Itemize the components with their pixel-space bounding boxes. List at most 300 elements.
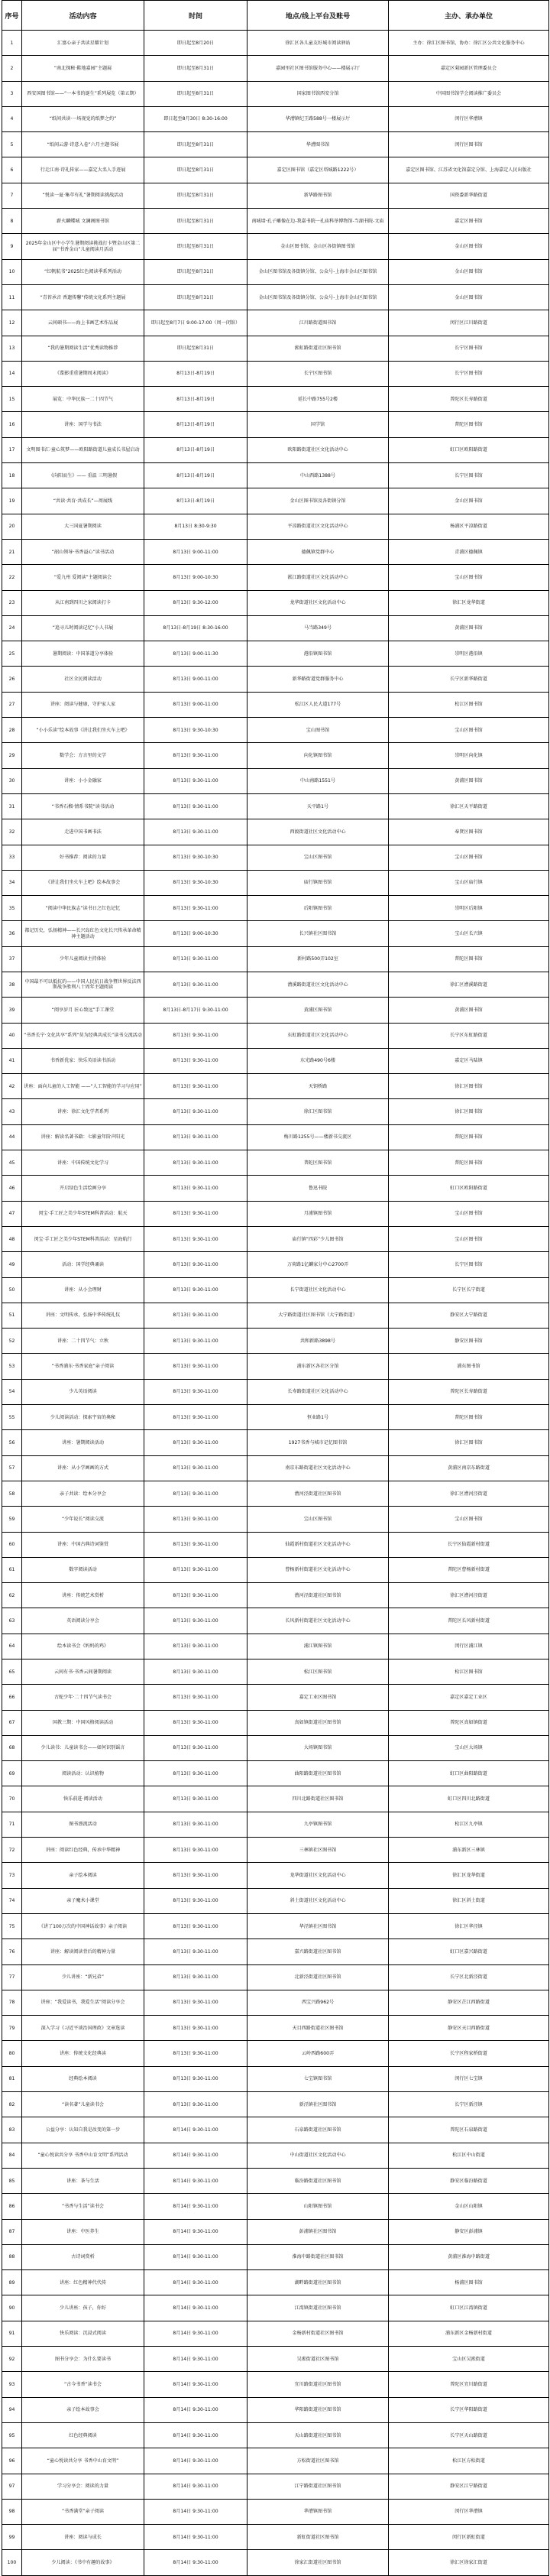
- cell-time: 8月13日 9:30-11:00: [144, 1812, 247, 1837]
- cell-index: 79: [2, 2016, 22, 2041]
- cell-organizer: 闵行区浦江镇: [389, 1634, 549, 1659]
- table-row: [2, 2219, 549, 2244]
- table-row: [2, 1329, 549, 1354]
- cell-organizer: 宝山区图书馆: [389, 1201, 549, 1226]
- cell-organizer: 普陀区图书馆: [389, 1405, 549, 1430]
- cell-organizer: 宝山区图书馆: [389, 845, 549, 870]
- cell-location: 国学馆: [247, 412, 389, 437]
- cell-location: 南城墙·孔子雕像在边-我嘉书院一孔庙科举博物馆-当湖书院-文庙: [247, 209, 389, 234]
- cell-activity: 亲子魔术小课堂: [22, 1888, 144, 1913]
- table-row: [2, 106, 549, 131]
- cell-index: 53: [2, 1354, 22, 1379]
- table-row: [2, 2422, 549, 2448]
- table-row: [2, 845, 549, 870]
- cell-activity: 数学会：方言里的文学: [22, 743, 144, 768]
- cell-activity: 讲座：“我爱读书，我爱生活”阅读分享会: [22, 1990, 144, 2015]
- table-row: [2, 336, 549, 361]
- cell-location: 漕河泾街道社区图书馆: [247, 1583, 389, 1608]
- cell-index: 16: [2, 412, 22, 437]
- cell-location: 湖畔路街道社区图书馆: [247, 2270, 389, 2295]
- cell-activity: 讲座：解读阅读背后的精神力量: [22, 1939, 144, 1964]
- cell-location: 宜川路街道社区图书馆: [247, 2372, 389, 2397]
- cell-index: 18: [2, 463, 22, 488]
- cell-organizer: 宝山区图书馆: [389, 1507, 549, 1532]
- table-row: [2, 412, 549, 437]
- cell-activity: 讲座：传统文化经典读: [22, 2041, 144, 2066]
- cell-organizer: 长宁区图书馆: [389, 336, 549, 361]
- cell-activity: 都记历史，弘扬精神——长兴岛红色文化长兴传承革命精神主题活动: [22, 921, 144, 946]
- table-row: [2, 921, 549, 946]
- cell-location: 东虹路街道社区文化活动中心: [247, 1023, 389, 1048]
- cell-location: 北新泾街道社区图书馆: [247, 1964, 389, 1990]
- cell-time: 即日起至8月31日: [144, 157, 247, 183]
- table-row: [2, 1913, 549, 1938]
- cell-location: 西宝兴路962号: [247, 1990, 389, 2015]
- cell-activity: 《谍影重重暑期周末阅读》: [22, 361, 144, 386]
- cell-activity: 古诗词赏析: [22, 2244, 144, 2269]
- cell-activity: “童心悦读共分享 书香中山育文明”: [22, 2448, 144, 2474]
- cell-time: 8月13日-8月19日 8:30-16:00: [144, 615, 247, 641]
- cell-location: 1927书香与城市记忆图书馆: [247, 1430, 389, 1455]
- cell-index: 57: [2, 1455, 22, 1481]
- cell-index: 26: [2, 667, 22, 692]
- cell-activity: “少年说长”阅读交流: [22, 1507, 144, 1532]
- table-row: [2, 1379, 549, 1404]
- cell-activity: 国教三期：中国风格阅读活动: [22, 1710, 144, 1735]
- cell-index: 39: [2, 998, 22, 1023]
- cell-activity: 云间硕书——海上书画艺术作品展: [22, 310, 144, 336]
- cell-index: 65: [2, 1659, 22, 1685]
- cell-location: 中山西路1388号: [247, 463, 389, 488]
- cell-time: 8月13日 9:30-11:00: [144, 1863, 247, 1888]
- table-row: [2, 1761, 549, 1786]
- cell-time: 8月13日 9:30-11:00: [144, 2041, 247, 2066]
- cell-organizer: 普陀区图书馆: [389, 1150, 549, 1176]
- cell-index: 80: [2, 2041, 22, 2066]
- cell-activity: 少儿阅读活动：探索宇宙的奥秘: [22, 1405, 144, 1430]
- cell-location: 鲁迅书院: [247, 1176, 389, 1201]
- cell-index: 54: [2, 1379, 22, 1404]
- cell-time: 8月13日 9:30-11:00: [144, 1735, 247, 1760]
- cell-activity: 讲座：中国传统文化学习: [22, 1150, 144, 1176]
- cell-index: 84: [2, 2143, 22, 2168]
- cell-time: 8月13日 9:30-11:00: [144, 1761, 247, 1786]
- cell-location: 梅川路1255号——楼新书交流区: [247, 1124, 389, 1150]
- cell-index: 37: [2, 946, 22, 972]
- table-row: [2, 1023, 549, 1048]
- cell-location: 月浦镇图书馆: [247, 1201, 389, 1226]
- cell-time: 8月13日 9:30-11:00: [144, 1150, 247, 1176]
- cell-organizer: 普陀区长寿路街道: [389, 387, 549, 412]
- cell-organizer: 徐汇区斜土街道: [389, 1888, 549, 1913]
- table-row: [2, 2499, 549, 2524]
- table-row: [2, 1252, 549, 1277]
- cell-location: 天平路1号: [247, 793, 389, 819]
- cell-location: 普陀区图书馆: [247, 1150, 389, 1176]
- cell-index: 28: [2, 718, 22, 743]
- cell-activity: “爱九州 爱阅读”主题阅读会: [22, 565, 144, 590]
- cell-organizer: 普陀区图书馆: [389, 412, 549, 437]
- cell-time: 8月14日 9:30-11:00: [144, 2270, 247, 2295]
- cell-index: 61: [2, 1557, 22, 1582]
- cell-activity: 活动：国学经典诵读: [22, 1252, 144, 1277]
- cell-activity: 讲座：从小学画画的方式: [22, 1455, 144, 1481]
- cell-organizer: 崇明区港沿镇: [389, 641, 549, 667]
- table-row: [2, 2347, 549, 2372]
- cell-activity: 讲座：暑期阅读活动: [22, 1430, 144, 1455]
- table-row: [2, 692, 549, 717]
- cell-location: 嘉定工业区图书馆: [247, 1685, 389, 1710]
- cell-index: 71: [2, 1812, 22, 1837]
- table-row: [2, 437, 549, 462]
- table-row: [2, 132, 549, 157]
- cell-location: 真如镇街道社区图书馆: [247, 1710, 389, 1735]
- cell-activity: 讲座：传统艺术赏析: [22, 1583, 144, 1608]
- cell-index: 69: [2, 1761, 22, 1786]
- cell-activity: 亲子共读：绘本分享会: [22, 1481, 144, 1506]
- cell-time: 8月13日 9:30-11:00: [144, 819, 247, 845]
- cell-index: 50: [2, 1277, 22, 1303]
- cell-index: 6: [2, 157, 22, 183]
- cell-location: 华漕镇纪王路588号一楼展示厅: [247, 106, 389, 131]
- cell-activity: 讲座：阅读与成长: [22, 2525, 144, 2550]
- cell-activity: 讲座：徐汇文化学者系列: [22, 1099, 144, 1124]
- cell-index: 100: [2, 2550, 22, 2575]
- cell-activity: 少儿英语阅读: [22, 1379, 144, 1404]
- cell-location: 三林镇社区图书馆: [247, 1838, 389, 1863]
- cell-location: 金山区图书馆及各街镇分馆: [247, 488, 389, 514]
- table-row: [2, 310, 549, 336]
- cell-index: 86: [2, 2194, 22, 2219]
- cell-index: 74: [2, 1888, 22, 1913]
- cell-time: 8月13日 9:30-11:00: [144, 768, 247, 793]
- cell-index: 94: [2, 2397, 22, 2422]
- table-row: [2, 1226, 549, 1251]
- cell-time: 8月13日-8月17日 9:30-11:00: [144, 998, 247, 1023]
- cell-organizer: 静安区江宁路街道: [389, 2474, 549, 2499]
- table-row: [2, 2550, 549, 2575]
- cell-time: 8月13日-8月19日: [144, 412, 247, 437]
- table-row: [2, 259, 549, 284]
- cell-organizer: 长宁区天山路街道: [389, 2422, 549, 2448]
- header-activity: 活动内容: [22, 1, 144, 31]
- cell-time: 8月14日 9:30-11:00: [144, 2117, 247, 2143]
- cell-activity: 少儿讲座：孩子，你好: [22, 2295, 144, 2321]
- cell-location: 江湾镇街道社区图书馆: [247, 2295, 389, 2321]
- cell-activity: 讲座：中医养生: [22, 2219, 144, 2244]
- cell-location: 长寿路街道社区文化活动中心: [247, 1379, 389, 1404]
- cell-time: 即日起至8月31日: [144, 183, 247, 208]
- cell-activity: 大三国夏暑期阅读: [22, 514, 144, 539]
- cell-organizer: 长宁区新泾镇: [389, 2092, 549, 2117]
- cell-location: 龙华街道社区文化活动中心: [247, 1863, 389, 1888]
- cell-location: 龙华街道社区文化活动中心: [247, 590, 389, 615]
- cell-organizer: 宝山区长兴镇: [389, 921, 549, 946]
- cell-activity: 数字阅读活动: [22, 1557, 144, 1582]
- cell-location: 松江区人民大道177号: [247, 692, 389, 717]
- cell-time: 8月13日 9:30-11:00: [144, 1124, 247, 1150]
- table-row: [2, 1838, 549, 1863]
- cell-index: 87: [2, 2219, 22, 2244]
- cell-organizer: 松江区九亭镇: [389, 1812, 549, 1837]
- cell-activity: 快乐阅读：沉浸式阅读: [22, 2321, 144, 2346]
- cell-location: 浦江镇图书馆: [247, 1634, 389, 1659]
- cell-organizer: 国资委新华路街道: [389, 183, 549, 208]
- cell-location: 浦东新区各社区分馆: [247, 1354, 389, 1379]
- cell-location: 金山区图书馆、金山区各街镇图书馆: [247, 234, 389, 259]
- cell-organizer: 普陀区长风新村街道: [389, 1608, 549, 1634]
- table-row: [2, 667, 549, 692]
- cell-activity: “悦读一夏·集萃有礼”暑期阅读挑战活动: [22, 183, 144, 208]
- cell-time: 8月13日 9:00-11:00: [144, 667, 247, 692]
- cell-index: 14: [2, 361, 22, 386]
- cell-activity: 云间有书·书香云间暑期阅读: [22, 1659, 144, 1685]
- table-row: [2, 1124, 549, 1150]
- table-row: [2, 2117, 549, 2143]
- cell-organizer: 长宁区华阳路街道: [389, 2397, 549, 2422]
- cell-organizer: 长宁区新华路街道: [389, 667, 549, 692]
- cell-organizer: 黄浦区图书馆: [389, 768, 549, 793]
- cell-time: 8月13日 9:30-11:00: [144, 1099, 247, 1124]
- cell-time: 8月14日 9:30-11:00: [144, 2219, 247, 2244]
- table-row: [2, 2321, 549, 2346]
- cell-organizer: 宝山区庙行镇: [389, 870, 549, 895]
- cell-index: 21: [2, 539, 22, 564]
- table-row: [2, 514, 549, 539]
- cell-organizer: 静安区天目西路街道: [389, 2016, 549, 2041]
- table-row: [2, 361, 549, 386]
- table-row: [2, 768, 549, 793]
- cell-activity: “韶山领导·书香溢心”读书活动: [22, 539, 144, 564]
- table-row: [2, 998, 549, 1023]
- cell-organizer: 松江区方松街道: [389, 2448, 549, 2474]
- table-row: [2, 870, 549, 895]
- table-row: [2, 2448, 549, 2474]
- cell-time: 8月13日 9:30-11:00: [144, 1710, 247, 1735]
- cell-activity: 少年儿童阅读主持体验: [22, 946, 144, 972]
- cell-index: 76: [2, 1939, 22, 1964]
- table-row: [2, 488, 549, 514]
- cell-organizer: 金山区图书馆: [389, 259, 549, 284]
- table-row: [2, 1354, 549, 1379]
- cell-time: 8月13日 9:30-11:00: [144, 743, 247, 768]
- cell-activity: 讲座：阅读红色经典，传承中华精神: [22, 1838, 144, 1863]
- cell-activity: 书香新优家：快乐英语读书活动: [22, 1048, 144, 1073]
- cell-location: 吴淞街道社区图书馆: [247, 2347, 389, 2372]
- table-row: [2, 1786, 549, 1812]
- cell-activity: 少儿讲座：“新兄弟”: [22, 1964, 144, 1990]
- cell-organizer: 虹口区四川北路街道: [389, 1786, 549, 1812]
- cell-location: 欧阳路街道社区文化活动中心: [247, 437, 389, 462]
- cell-organizer: 普陀区曹杨新村街道: [389, 1557, 549, 1582]
- cell-activity: 讲座：小小金融家: [22, 768, 144, 793]
- cell-location: 南京东路街道社区文化活动中心: [247, 1455, 389, 1481]
- header-index: 序号: [2, 1, 22, 31]
- cell-location: 庙行镇“四彩”少儿图书馆: [247, 1226, 389, 1251]
- cell-location: 大宁路街道社区图书馆（大宁路街道）: [247, 1303, 389, 1328]
- cell-index: 43: [2, 1099, 22, 1124]
- cell-time: 8月14日 9:30-11:00: [144, 2474, 247, 2499]
- cell-organizer: 普陀区石泉路街道: [389, 2117, 549, 2143]
- cell-index: 63: [2, 1608, 22, 1634]
- cell-time: 8月13日 9:30-11:00: [144, 1252, 247, 1277]
- cell-time: 8月14日 9:30-11:00: [144, 2499, 247, 2524]
- table-row: [2, 1710, 549, 1735]
- cell-location: 西渡街道社区文化活动中心: [247, 819, 389, 845]
- cell-location: 淞虹路街道社区图书馆: [247, 336, 389, 361]
- cell-time: 8月14日 9:30-11:00: [144, 2525, 247, 2550]
- cell-organizer: 浦东图书馆: [389, 1354, 549, 1379]
- table-row: [2, 1557, 549, 1582]
- cell-organizer: 徐汇区漕河泾街道: [389, 1481, 549, 1506]
- cell-organizer: 静安区图书馆: [389, 1329, 549, 1354]
- cell-activity: 公益分享：认知自我是改变的第一步: [22, 2117, 144, 2143]
- cell-index: 48: [2, 1226, 22, 1251]
- cell-time: 8月13日 9:30-11:00: [144, 1023, 247, 1048]
- cell-organizer: 中国图书馆学会阅读推广委员会: [389, 81, 549, 106]
- cell-time: 8月13日 9:30-11:00: [144, 1990, 247, 2015]
- cell-time: 8月13日 9:00-10:30: [144, 921, 247, 946]
- cell-organizer: 宝山区图书馆: [389, 1226, 549, 1251]
- table-row: [2, 157, 549, 183]
- cell-time: 即日起至8月31日: [144, 234, 247, 259]
- cell-location: 金杨新村街道社区图书馆: [247, 2321, 389, 2346]
- cell-time: 8月13日 9:30-11:00: [144, 1532, 247, 1557]
- table-row: [2, 1634, 549, 1659]
- cell-time: 8月13日 9:30-11:00: [144, 1354, 247, 1379]
- table-row: [2, 1430, 549, 1455]
- cell-index: 95: [2, 2422, 22, 2448]
- cell-organizer: 松江区中山街道: [389, 2143, 549, 2168]
- cell-index: 55: [2, 1405, 22, 1430]
- cell-index: 30: [2, 768, 22, 793]
- cell-index: 60: [2, 1532, 22, 1557]
- cell-location: 天山路街道社区图书馆: [247, 2422, 389, 2448]
- cell-activity: “书香与生活”读书会: [22, 2194, 144, 2219]
- cell-index: 68: [2, 1735, 22, 1760]
- cell-time: 8月13日 9:30-11:00: [144, 1913, 247, 1938]
- cell-activity: “纸间云游·诗意入卷”六月主题书展: [22, 132, 144, 157]
- cell-time: 8月14日 9:30-11:00: [144, 2168, 247, 2193]
- table-row: [2, 615, 549, 641]
- cell-index: 9: [2, 234, 22, 259]
- cell-index: 13: [2, 336, 22, 361]
- cell-location: 后阳镇图书馆: [247, 896, 389, 921]
- cell-location: 斜土街道社区文化活动中心: [247, 1888, 389, 1913]
- cell-time: 8月14日 9:30-11:00: [144, 2347, 247, 2372]
- cell-organizer: 嘉定区图书馆、江苏省文化馆嘉定分馆、上海嘉定人民出版社: [389, 157, 549, 183]
- cell-index: 31: [2, 793, 22, 819]
- cell-organizer: 普陀区宜川路街道: [389, 2372, 549, 2397]
- cell-organizer: 虹口区嘉兴路街道: [389, 1939, 549, 1964]
- cell-index: 15: [2, 387, 22, 412]
- cell-organizer: 闵行区华漕镇: [389, 106, 549, 131]
- cell-activity: 亲子绘本故事会: [22, 2397, 144, 2422]
- cell-location: 新泾镇社区图书馆: [247, 2092, 389, 2117]
- cell-location: 大场镇图书馆: [247, 1735, 389, 1760]
- cell-index: 58: [2, 1481, 22, 1506]
- cell-organizer: 静安区大宁路街道: [389, 1303, 549, 1328]
- table-row: [2, 284, 549, 310]
- table-row: [2, 1074, 549, 1099]
- cell-location: 共和新路3898号: [247, 1329, 389, 1354]
- cell-location: 东光路490号6楼: [247, 1048, 389, 1073]
- cell-organizer: 宝山区吴淞街道: [389, 2347, 549, 2372]
- cell-index: 81: [2, 2066, 22, 2091]
- table-row: [2, 31, 549, 56]
- cell-activity: 从江南到四川之家阅读打卡: [22, 590, 144, 615]
- cell-organizer: 长宁区图书馆: [389, 361, 549, 386]
- table-row: [2, 1964, 549, 1990]
- cell-activity: “南北探秘·鞋地嘉园”主题展: [22, 56, 144, 81]
- cell-activity: “阅读中华民族志”读书日之红色记忆: [22, 896, 144, 921]
- cell-time: 8月13日-8月19日: [144, 437, 247, 462]
- cell-index: 5: [2, 132, 22, 157]
- cell-index: 20: [2, 514, 22, 539]
- table-body: [2, 31, 549, 2576]
- cell-activity: 图书漂流活动: [22, 1812, 144, 1837]
- cell-activity: “追寻儿时阅读记忆”小人书展: [22, 615, 144, 641]
- cell-location: 新村路500弄102室: [247, 946, 389, 972]
- cell-activity: 少儿阅读：《书中有趣的故事》: [22, 2550, 144, 2575]
- cell-organizer: 长宁区仙霞新村街道: [389, 1532, 549, 1557]
- cell-location: 仙霞新村街道社区文化活动中心: [247, 1532, 389, 1557]
- cell-activity: 闵宝·手工匠之美少年STEM科普活动：航天: [22, 1201, 144, 1226]
- cell-activity: 阅读活动：认识植物: [22, 1761, 144, 1786]
- cell-organizer: 浦东新区金杨新村街道: [389, 2321, 549, 2346]
- cell-index: 52: [2, 1329, 22, 1354]
- table-row: [2, 819, 549, 845]
- cell-time: 8月14日 9:30-11:00: [144, 2422, 247, 2448]
- cell-activity: “读名著”儿童读书会: [22, 2092, 144, 2117]
- cell-time: 8月14日 9:30-11:00: [144, 2295, 247, 2321]
- cell-organizer: 黄浦区图书馆: [389, 998, 549, 1023]
- cell-location: 新虹街道社区图书馆: [247, 2525, 389, 2550]
- table-row: [2, 2525, 549, 2550]
- cell-location: 嘉定区图书馆（嘉定区塔城路1222号）: [247, 157, 389, 183]
- cell-index: 66: [2, 1685, 22, 1710]
- cell-activity: 暑期阅读：中国茶道分享体验: [22, 641, 144, 667]
- cell-time: 8月13日 9:30-11:00: [144, 1964, 247, 1990]
- cell-location: 延长中路755号2楼: [247, 387, 389, 412]
- cell-time: 即日起至8月20日: [144, 31, 247, 56]
- cell-location: 云岭西路600弄: [247, 2041, 389, 2066]
- cell-location: 金山区图书馆及各街镇分馆、公众号-上海市金山区图书馆: [247, 284, 389, 310]
- table-row: [2, 539, 549, 564]
- table-row: [2, 2143, 549, 2168]
- cell-location: 恒业路1号: [247, 1405, 389, 1430]
- cell-activity: 《讲让我们坐火车上吧》绘本故事会: [22, 870, 144, 895]
- cell-organizer: 虹口区欧阳路街道: [389, 437, 549, 462]
- cell-organizer: 宝山区图书馆: [389, 718, 549, 743]
- cell-time: 8月13日 9:30-11:00: [144, 1048, 247, 1073]
- cell-location: 九亭镇图书馆: [247, 1812, 389, 1837]
- cell-activity: 讲座：文明传承，弘扬中华传统礼仪: [22, 1303, 144, 1328]
- cell-activity: “青苔承音 香遗传馨”传统文化系列主题展: [22, 284, 144, 310]
- cell-location: 曹杨新村街道社区文化活动中心: [247, 1557, 389, 1582]
- table-row: [2, 1863, 549, 1888]
- cell-activity: “阅享岁月 匠心致远”手工课堂: [22, 998, 144, 1023]
- cell-organizer: 黄浦区南京东路街道: [389, 1455, 549, 1481]
- cell-time: 8月13日 9:30-11:00: [144, 1201, 247, 1226]
- cell-organizer: 闵行区华漕镇: [389, 2499, 549, 2524]
- cell-activity: 深入学习《习近平谈治国理政》文章选读: [22, 2016, 144, 2041]
- cell-organizer: 闵行区七宝镇: [389, 2066, 549, 2091]
- cell-location: 长风新村街道社区文化活动中心: [247, 1608, 389, 1634]
- cell-time: 8月13日 9:30-11:00: [144, 1659, 247, 1685]
- cell-location: 四川北路街道社区图书馆: [247, 1786, 389, 1812]
- cell-organizer: 虹口区江湾镇街道: [389, 2295, 549, 2321]
